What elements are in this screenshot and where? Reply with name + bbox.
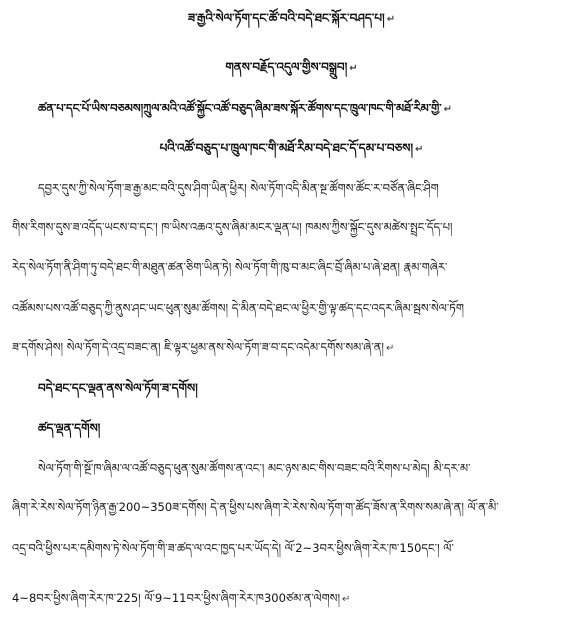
title-line-2 [0, 57, 583, 79]
title-line-4 [0, 138, 583, 160]
title-line-3 [38, 98, 583, 120]
title-text-4: པའི་འཚོ་བཅུད་པ་ཁྲུལ་ཁང་གི་མཐོ་རིམ་བདེ་ཐང་དོ་དམ་པ་བཅས། [159, 141, 413, 155]
paragraph-2-line-1: སེལ་ཏོག་གི་སྔོ་ཁ་ཞིམ་ལ་འཚོ་བཅུད་ཕུན་སུམ་ཚོགས་ན་འང་། མང་ཉས་མང་གིས་བཟང་བའི་རིགས་པ་མེད། མི་དར་མ་ [38, 461, 471, 475]
title-text-1: ཟ་རྒྱའི་སེལ་ཏོག་དང་ཚོ་བའི་བདེ་ཐང་སྐོར་བཤད་པ། [187, 11, 385, 25]
paragraph-1-line-3: རེད་སེལ་ཏོག་ནི་ཤིག་ཏུ་བདེ་ཐང་གི་མཐུན་ཚན་ཅིག་ཡིན་ཏེ། སེལ་ཏོག་གི་ཁུ་བ་མང་ཞིང་བྲོ་ཞིམ་པ་ཞེ་ཐན། རྣམ་གཞེར་ [12, 260, 448, 274]
paragraph-2-line-4-text: 4~8བར་ཕྱིས་ཞིག་རེར་ཁ་225། ལོ་9~11བར་ཕྱིས་ཞིག་རེར་ཁ300ཙམ་ན་ལེགས། [12, 591, 341, 605]
paragraph-1-line-5 [12, 337, 581, 359]
paragraph-2-line-2: ཞིག་རེ་རེས་སེལ་ཏོག་ཉིན་རྒྱ་200~350ཟ་དགོས། དེ་ན་ཕྱིས་པས་ཞིག་རེ་རེས་སེལ་ཏོག་ག་ཚོད་ཟོས་ན་རིགས་སམ་ཞེ་ན། ལོ་ན་མི་ [12, 500, 499, 514]
paragraph-mark-icon: ↵ [443, 104, 453, 115]
paragraph-1-line-1: དབྱར་དུས་ཀྱི་སེལ་ཏོག་ཟ་རྒྱ་མང་བའི་དུས་ཤིག་ཡིན་ཕྱིར། སེལ་ཏོག་འདི་མིན་སྔ་ཚོགས་ཚོང་ར་བཙོན་ཞིང་ཤིག [38, 181, 439, 195]
title-line-1 [0, 8, 583, 30]
paragraph-mark-icon: ↵ [386, 14, 396, 25]
paragraph-2-line-4 [12, 588, 581, 610]
paragraph-mark-icon: ↵ [385, 343, 395, 354]
title-text-3: ཚན་པ་དང་པོ་ཡིས་བཅམས།ཀྲུལ་མའི་འཚོ་སྐྱོང་འཚོ་བཅུད་ཞིམ་ཟས་སྐོར་ཚོགས་དང་ཁྲུལ་ཁང་གི་མཐོ་རིམ་གྱི་ [38, 101, 442, 115]
section-heading-2: ཚད་ལྡན་དགོས། [38, 421, 101, 435]
paragraph-mark-icon: ↵ [414, 144, 424, 155]
paragraph-1-line-2: གིས་རིགས་དུས་ཟ་འདོད་ཡངས་བ་དང་། ཁ་ཡིས་འཆའ་དུས་ཞིམ་མངར་ལྡན་པ། ཁམས་ཀྱིས་སྐྱོང་དུས་མཚེས་སྤྲང་དོད་པ། [12, 220, 453, 234]
title-text-2: གནས་བརྗོད་འདུལ་གྱིས་བསྒྲུབ། [225, 60, 348, 74]
paragraph-2-line-3: འདྲ་བའི་ཕྱིས་པར་དམིགས་ཏེ་སེལ་ཏོག་གི་ཟ་ཚད་ལ་འང་ཁྱད་པར་ཡོད་དེ། ལོ་2~3བར་ཕྱིས་ཞིག་རེར་ཁ་150དང་། ལོ་ [12, 541, 454, 555]
paragraph-1-line-4: འཚོམས་པས་འཚོ་བཅུད་ཀྱི་ནུས་ཤང་ཡང་ཕུན་སུམ་ཚོགས། དེ་མིན་བདེ་ཐང་ལ་ཕྱིར་གྱི་ལྟ་ཚད་དང་འདར་ཞིམ་སྦས་སེལ་ཏོག [12, 301, 464, 315]
paragraph-mark-icon: ↵ [342, 594, 351, 605]
paragraph-mark-icon: ↵ [349, 63, 358, 74]
paragraph-1-line-5-text: ཟ་དགོས་ཤེས། སེལ་ཏོག་དེ་འདྲ་བཟང་ན། ཇི་ལྟར་ཕྱམ་ནས་སེལ་ཏོག་ཟ་བ་དང་འདེམ་དགོས་སམ་ཞེ་ན། [12, 340, 384, 354]
section-heading-1: བདེ་ཐང་དང་ལྡན་ནས་སེལ་ཏོག་ཟ་དགོས། [38, 381, 198, 395]
